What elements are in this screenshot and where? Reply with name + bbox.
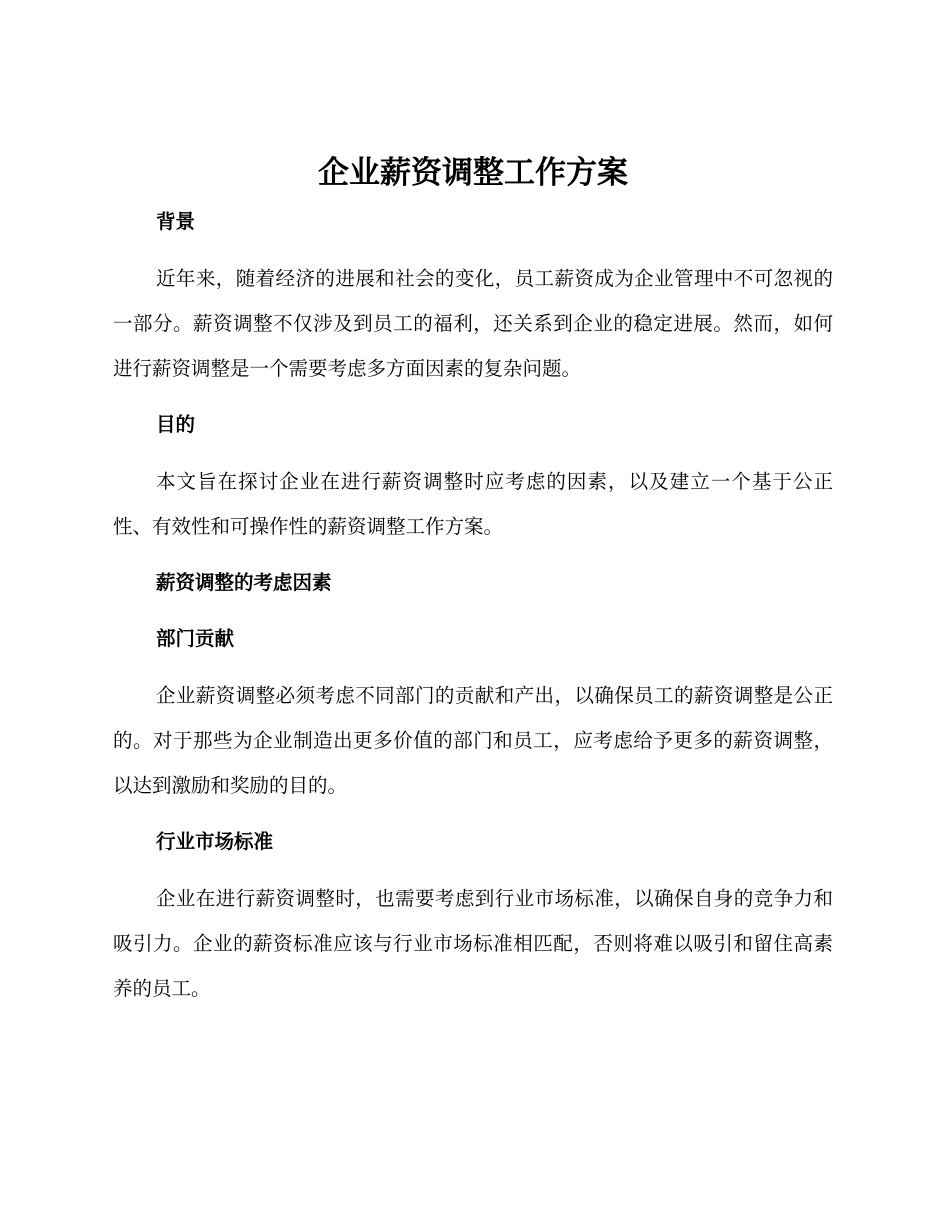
section-heading-department: 部门贡献 bbox=[156, 627, 235, 650]
paragraph-department: 企业薪资调整必须考虑不同部门的贡献和产出，以确保员工的薪资调整是公正的。对于那些为企业制造出更多价值的部门和员工，应考虑给予更多的薪资调整，以达到激励和奖励的目的。 bbox=[113, 684, 833, 797]
section-heading-factors: 薪资调整的考虑因素 bbox=[156, 571, 332, 594]
paragraph-purpose: 本文旨在探讨企业在进行薪资调整时应考虑的因素，以及建立一个基于公正性、有效性和可操作性的薪资调整工作方案。 bbox=[113, 470, 833, 538]
paragraph-background: 近年来，随着经济的进展和社会的变化，员工薪资成为企业管理中不可忽视的一部分。薪资调整不仅涉及到员工的福利，还关系到企业的稳定进展。然而，如何进行薪资调整是一个需要考虑多方面因素的复杂问题。 bbox=[113, 267, 833, 380]
section-heading-background: 背景 bbox=[156, 210, 196, 233]
document-title: 企业薪资调整工作方案 bbox=[318, 155, 628, 191]
document-body bbox=[113, 150, 833, 1011]
section-heading-purpose: 目的 bbox=[156, 413, 196, 436]
section-heading-market: 行业市场标准 bbox=[156, 830, 274, 853]
paragraph-market: 企业在进行薪资调整时，也需要考虑到行业市场标准，以确保自身的竞争力和吸引力。企业的薪资标准应该与行业市场标准相匹配，否则将难以吸引和留住高素养的员工。 bbox=[113, 887, 833, 1000]
